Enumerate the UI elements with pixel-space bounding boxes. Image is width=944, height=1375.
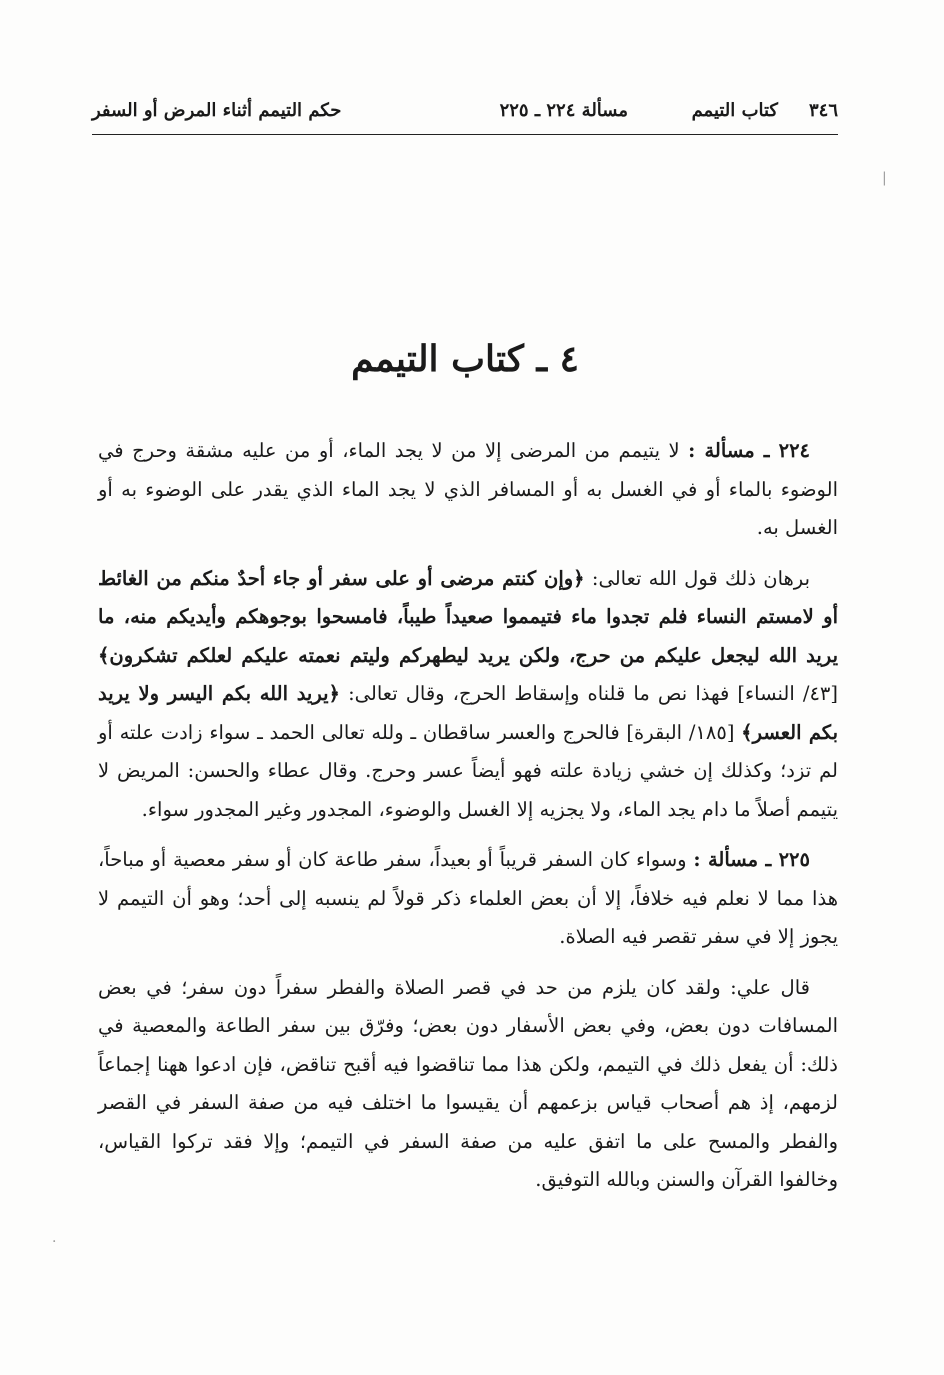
- proof-middle: فهذا نص ما قلناه وإسقاط الحرج، وقال تعالى:: [348, 682, 730, 705]
- book-name: كتاب التيمم: [691, 100, 778, 121]
- header-divider: [92, 134, 838, 135]
- quran-verse-baqara: ﴿يريد الله بكم اليسر ولا يريد بكم العسر﴾: [98, 682, 838, 744]
- page-number: ٣٤٦: [808, 100, 838, 121]
- paragraph-ali: [98, 969, 838, 1200]
- verse-reference-nisa: [٤٣/ النساء]: [737, 682, 838, 705]
- paragraph-proof: [98, 560, 838, 830]
- section-label: مسألة ٢٢٤ ـ ٢٢٥: [499, 100, 628, 121]
- body-text: [98, 432, 838, 1212]
- proof-intro: برهان ذلك قول الله تعالى:: [591, 566, 810, 590]
- issue-224-text: لا يتيمم من المرضى إلا من لا يجد الماء، أو من عليه مشقة وحرج في الوضوء بالماء أو في الغسل به أو المسافر الذي لا يجد الماء الذي يقدر على الوضوء به أو الغسل به.: [98, 439, 838, 539]
- running-header: [92, 98, 838, 130]
- margin-speck: ·: [52, 1234, 57, 1250]
- quran-verse-nisa: ﴿وإن كنتم مرضى أو على سفر أو جاء أحدٌ منكم من الغائط أو لامستم النساء فلم تجدوا ماء فتيمموا صعيداً طيباً، فامسحوا بوجوهكم وأيديكم منه، ما يريد الله ليجعل عليكم من حرج، ولكن يريد ليطهركم وليتم نعمته عليكم لعلكم تشكرون﴾: [98, 566, 838, 667]
- issue-224-label: ٢٢٤ ـ مسألة :: [688, 439, 811, 462]
- chapter-title: ٤ ـ كتاب التيمم: [351, 338, 579, 380]
- paragraph-issue-224: [98, 432, 838, 548]
- ali-text: قال علي: ولقد كان يلزم من حد في قصر الصلاة والفطر سفراً دون سفر؛ في بعض المسافات دون بعض، وفي بعض الأسفار دون بعض؛ وفرّق بين سفر الطاعة والمعصية في ذلك: أن يفعل ذلك في التيمم، ولكن هذا مما تناقضوا فيه أقبح تناقض، فإن ادعوا ههنا إجماعاً لزمهم، إذ هم أصحاب قياس بزعمهم أن يقيسوا ما اختلف فيه من صفة السفر في القصر والفطر والمسح على ما اتفق عليه من صفة السفر في التيمم؛ وإلا فقد تركوا القياس، وخالفوا القرآن والسنن وبالله التوفيق.: [98, 975, 838, 1191]
- issue-225-text: وسواء كان السفر قريباً أو بعيداً، سفر طاعة كان أو سفر معصية أو مباحاً، هذا مما لا نعلم فيه خلافاً، إلا أن بعض العلماء ذكر قولاً لم ينسبه إلى أحد؛ وهو أن التيمم لا يجوز إلا في سفر تقصر فيه الصلاة.: [98, 848, 838, 948]
- verse-reference-baqara: [١٨٥/ البقرة]: [626, 720, 735, 744]
- issue-225-label: ٢٢٥ ـ مسألة :: [693, 848, 810, 871]
- running-title: حكم التيمم أثناء المرض أو السفر: [92, 100, 342, 121]
- paragraph-issue-225: [98, 841, 838, 957]
- margin-speck: |: [882, 170, 887, 186]
- proof-rest: فالحرج والعسر ساقطان ـ ولله تعالى الحمد ـ سواء زادت علته أو لم تزد؛ وكذلك إن خشي زيادة علته فهو أيضاً عسر وحرج. وقال عطاء والحسن: المريض لا يتيمم أصلاً ما دام يجد الماء، ولا يجزيه إلا الغسل والوضوء، المجدور وغير المجدور سواء.: [98, 720, 838, 821]
